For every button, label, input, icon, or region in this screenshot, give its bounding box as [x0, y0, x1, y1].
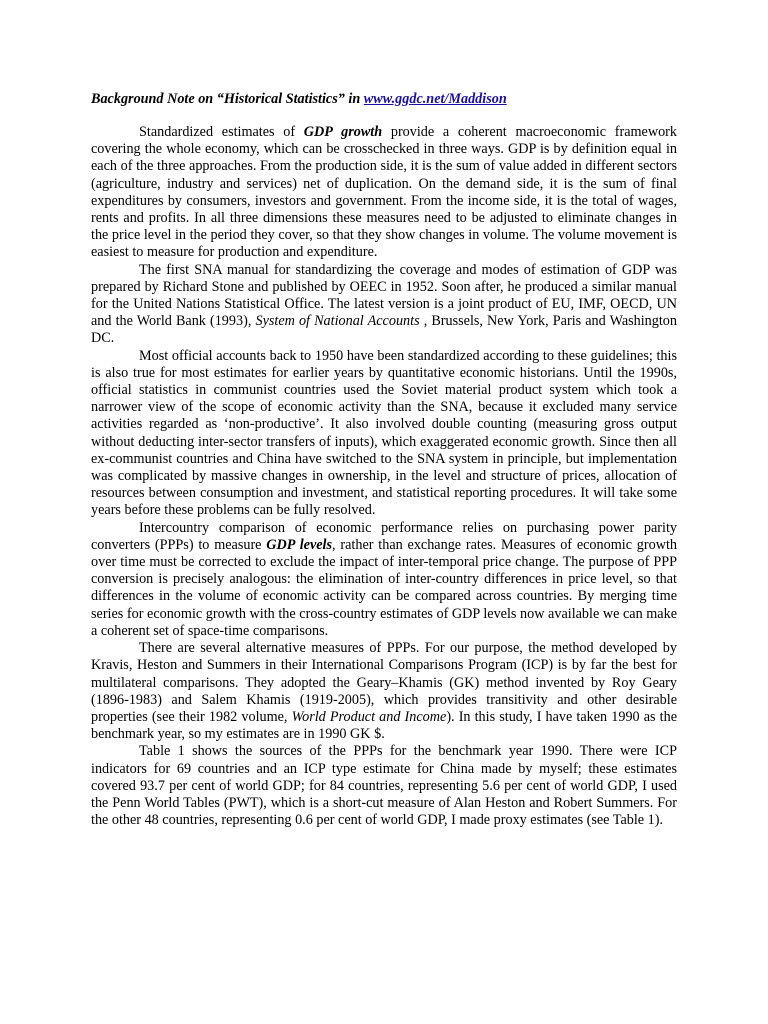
paragraph-text: , rather than exchange rates. Measures of economic growth over time must be corrected to exclude the impact of inter-temporal price change. The purpose of PPP conversion is precisely analogous: the elimination of inter-country differences in price level, so that differences in the volume of economic activity can be compared across countries. By merging time series for economic growth with the cross-country estimates of GDP levels now available we can make a coherent set of space-time comparisons. — [91, 536, 677, 639]
paragraph-official-accounts: Most official accounts back to 1950 have been standardized according to these guidelines; this is also true for most estimates for earlier years by quantitative economic historians. Until the 1990s, official statistics in communist countries used the Soviet material product system which took a narrower view of the scope of economic activity than the SNA, because it excluded many service activities regarded as ‘non-productive’. It also involved double counting (measuring gross output without deducting inter-sector transfers of inputs), which exaggerated economic growth. Since then all ex-communist countries and China have switched to the SNA system in principle, but implementation was complicated by massive changes in ownership, in the level and structure of prices, allocation of resources between consumption and investment, and statistical reporting procedures. It will take some years before these problems can be fully resolved. — [91, 347, 677, 519]
title-text: Background Note on “Historical Statistics” in — [91, 91, 364, 107]
citation-title: System of National Accounts — [255, 313, 420, 330]
paragraph-gdp-growth — [91, 124, 677, 262]
paragraph-intercountry — [91, 520, 677, 640]
paragraph-text: , Brussels, New York, Paris and Washington DC. — [91, 313, 677, 347]
title-link[interactable]: www.ggdc.net/Maddison — [363, 91, 507, 107]
emphasis-gdp-growth: GDP growth — [303, 124, 383, 140]
paragraph-text: Standardized estimates of — [139, 124, 304, 140]
paragraph-sna-manual — [91, 262, 677, 348]
document-title — [91, 91, 677, 108]
paragraph-text: ). In this study, I have taken 1990 as the benchmark year, so my estimates are in 1990 GK $. — [91, 708, 678, 743]
paragraph-text: The first SNA manual for standardizing the coverage and modes of estimation of GDP was prepared by Richard Stone and published by OEEC in 1952. Soon after, he produced a similar manual for the United Nations Statistical Office. The latest version is a joint product of EU, IMF, OECD, UN and the World Bank (1993), — [91, 261, 677, 330]
emphasis-gdp-levels: GDP levels — [266, 536, 333, 553]
paragraph-table-1: Table 1 shows the sources of the PPPs for the benchmark year 1990. There were ICP indicators for 69 countries and an ICP type estimate for China made by myself; these estimates covered 93.7 per cent of world GDP; for 84 countries, representing 5.6 per cent of world GDP, I used the Penn World Tables (PWT), which is a short-cut measure of Alan Heston and Robert Summers. For the other 48 countries, representing 0.6 per cent of world GDP, I made proxy estimates (see Table 1). — [91, 743, 677, 829]
paragraph-text: There are several alternative measures of PPPs. For our purpose, the method developed by Kravis, Heston and Summers in their International Comparisons Program (ICP) is by far the best for multilateral comparisons. They adopted the Geary–Khamis (GK) method invented by Roy Geary (1896-1983) and Salem Khamis (1919-2005), which provides transitivity and other desirable properties (see their 1982 volume, — [91, 640, 677, 725]
paragraph-ppp-measures — [91, 640, 677, 743]
paragraph-text: provide a coherent macroeconomic framework covering the whole economy, which can be crosschecked in three ways. GDP is by definition equal in each of the three approaches. From the production side, it is the sum of value added in different sectors (agriculture, industry and services) net of duplication. On the demand side, it is the sum of final expenditures by consumers, investors and government. From the income side, it is the total of wages, rents and profits. In all three dimensions these measures need to be adjusted to eliminate changes in the price level in the period they cover, so that they show changes in volume. The volume movement is easiest to measure for production and expenditure. — [91, 124, 677, 261]
paragraph-text: Intercountry comparison of economic performance relies on purchasing power parity converters (PPPs) to measure — [91, 519, 677, 553]
citation-title: World Product and Income — [291, 708, 447, 725]
